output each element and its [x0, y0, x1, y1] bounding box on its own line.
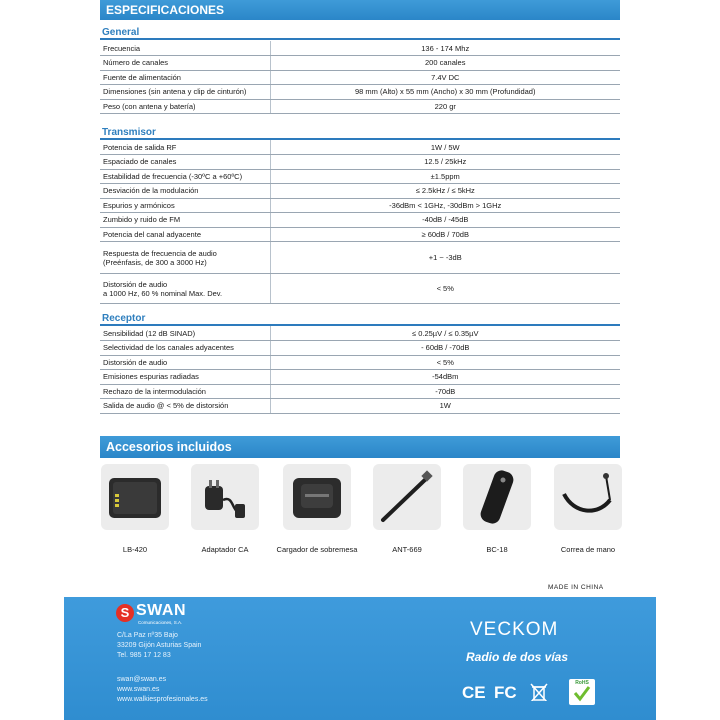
table-row — [100, 355, 620, 370]
spec-value: ≤ 2.5kHz / ≤ 5kHz — [270, 184, 620, 199]
specifications-banner — [100, 0, 620, 20]
spec-value: 136 - 174 Mhz — [270, 41, 620, 56]
spec-label: Peso (con antena y batería) — [100, 99, 270, 114]
spec-value: -54dBm — [270, 370, 620, 385]
table-row — [100, 384, 620, 399]
spec-value: ≤ 0.25µV / ≤ 0.35µV — [270, 326, 620, 341]
battery-icon — [101, 464, 169, 530]
spec-value: 1W — [270, 399, 620, 414]
contact-block — [117, 675, 208, 705]
table-row — [100, 184, 620, 199]
spec-value: 7.4V DC — [270, 70, 620, 85]
accessories-title: Accesorios incluidos — [106, 440, 232, 454]
antenna-icon — [373, 464, 441, 530]
swan-logo-mark: S — [116, 604, 134, 622]
spec-label: Fuente de alimentación — [100, 70, 270, 85]
footer — [64, 597, 656, 720]
website-link[interactable]: www.swan.es — [117, 686, 160, 693]
rohs-label: RoHS — [575, 680, 589, 686]
spec-value: 1W / 5W — [270, 140, 620, 155]
table-row — [100, 242, 620, 274]
spec-label: Potencia de salida RF — [100, 140, 270, 155]
accessories-banner — [100, 436, 620, 458]
rohs-badge — [569, 679, 595, 705]
spec-label: Número de canales — [100, 56, 270, 71]
desktop-charger-icon — [283, 464, 351, 530]
phone-number: Tel. 985 17 12 83 — [117, 652, 171, 659]
spec-label-line1: Distorsión de audio — [103, 279, 168, 289]
belt-clip-icon — [463, 464, 531, 530]
spec-label-line2: (Preénfasis, de 300 a 3000 Hz) — [103, 257, 207, 267]
spec-value: ≥ 60dB / 70dB — [270, 227, 620, 242]
accessory-label: Adaptador CA — [201, 545, 249, 554]
page-title: ESPECIFICACIONES — [106, 3, 225, 17]
hand-strap-icon — [554, 464, 622, 530]
spec-value: - 60dB / -70dB — [270, 341, 620, 356]
general-spec-table — [100, 41, 620, 114]
address-line: 33209 Gijón Asturias Spain — [117, 642, 202, 649]
table-row — [100, 41, 620, 56]
accessory-desktop-charger — [283, 464, 351, 530]
table-row — [100, 370, 620, 385]
spec-value: +1 ~ -3dB — [270, 242, 620, 274]
accessory-battery — [101, 464, 169, 530]
spec-value: -40dB / -45dB — [270, 213, 620, 228]
table-row — [100, 326, 620, 341]
section-title-general: General — [102, 27, 140, 38]
table-row — [100, 399, 620, 414]
spec-label: Frecuencia — [100, 41, 270, 56]
accessory-label: Cargador de sobremesa — [276, 545, 358, 554]
made-in-label: MADE IN CHINA — [548, 584, 604, 591]
table-row — [100, 213, 620, 228]
spec-value: 12.5 / 25kHz — [270, 155, 620, 170]
table-row — [100, 99, 620, 114]
spec-value: < 5% — [270, 355, 620, 370]
company-subtitle: Comunicaciones, S.A. — [138, 620, 183, 625]
section-title-transmitter: Transmisor — [102, 127, 156, 138]
table-row — [100, 140, 620, 155]
accessory-antenna — [373, 464, 441, 530]
spec-value: 200 canales — [270, 56, 620, 71]
table-row — [100, 85, 620, 100]
check-icon — [569, 679, 595, 705]
weee-bin-icon — [529, 681, 549, 701]
table-row — [100, 70, 620, 85]
spec-label-line2: a 1000 Hz, 60 % nominal Max. Dev. — [103, 288, 223, 298]
table-row — [100, 274, 620, 304]
swan-logo — [116, 604, 236, 630]
spec-label: Desviación de la modulación — [100, 184, 270, 199]
accessory-label: ANT-669 — [392, 545, 422, 554]
section-title-receiver: Receptor — [102, 313, 146, 324]
spec-value: -36dBm < 1GHz, -30dBm > 1GHz — [270, 198, 620, 213]
table-row — [100, 198, 620, 213]
section-divider — [100, 38, 620, 40]
spec-label — [100, 274, 270, 304]
ce-mark-icon: CE — [462, 683, 486, 702]
company-name: SWAN — [136, 602, 186, 619]
spec-label: Dimensiones (sin antena y clip de cinturón) — [100, 85, 270, 100]
spec-value: -70dB — [270, 384, 620, 399]
transmitter-spec-table — [100, 140, 620, 304]
accessory-label: Correa de mano — [560, 545, 616, 554]
spec-label: Emisiones espurias radiadas — [100, 370, 270, 385]
accessory-label: BC-18 — [486, 545, 508, 554]
table-row — [100, 56, 620, 71]
receiver-spec-table — [100, 326, 620, 414]
accessory-ac-adapter — [191, 464, 259, 530]
spec-label: Sensibilidad (12 dB SINAD) — [100, 326, 270, 341]
spec-label: Distorsión de audio — [100, 355, 270, 370]
spec-value: < 5% — [270, 274, 620, 304]
spec-label: Potencia del canal adyacente — [100, 227, 270, 242]
address-block — [117, 631, 201, 661]
brand-tagline: Radio de dos vías — [466, 650, 569, 664]
spec-label — [100, 242, 270, 274]
table-row — [100, 169, 620, 184]
table-row — [100, 155, 620, 170]
accessory-label: LB-420 — [122, 545, 148, 554]
spec-value: ±1.5ppm — [270, 169, 620, 184]
spec-value: 220 gr — [270, 99, 620, 114]
spec-label: Espurios y armónicos — [100, 198, 270, 213]
spec-value: 98 mm (Alto) x 55 mm (Ancho) x 30 mm (Profundidad) — [270, 85, 620, 100]
spec-label: Espaciado de canales — [100, 155, 270, 170]
website-link[interactable]: www.walkiesprofesionales.es — [117, 696, 208, 703]
spec-label: Salida de audio @ < 5% de distorsión — [100, 399, 270, 414]
spec-label: Selectividad de los canales adyacentes — [100, 341, 270, 356]
table-row — [100, 341, 620, 356]
veckom-logo: VECKOM — [470, 619, 559, 640]
fcc-mark-icon: FC — [494, 683, 517, 702]
address-line: C/La Paz nº35 Bajo — [117, 632, 178, 639]
spec-label: Zumbido y ruido de FM — [100, 213, 270, 228]
spec-label: Estabilidad de frecuencia (-30ºC a +60ºC) — [100, 169, 270, 184]
spec-label: Rechazo de la intermodulación — [100, 384, 270, 399]
accessory-belt-clip — [463, 464, 531, 530]
accessory-hand-strap — [554, 464, 622, 530]
ac-adapter-icon — [191, 464, 259, 530]
email-link[interactable]: swan@swan.es — [117, 676, 167, 683]
table-row — [100, 227, 620, 242]
spec-label-line1: Respuesta de frecuencia de audio — [103, 248, 217, 258]
